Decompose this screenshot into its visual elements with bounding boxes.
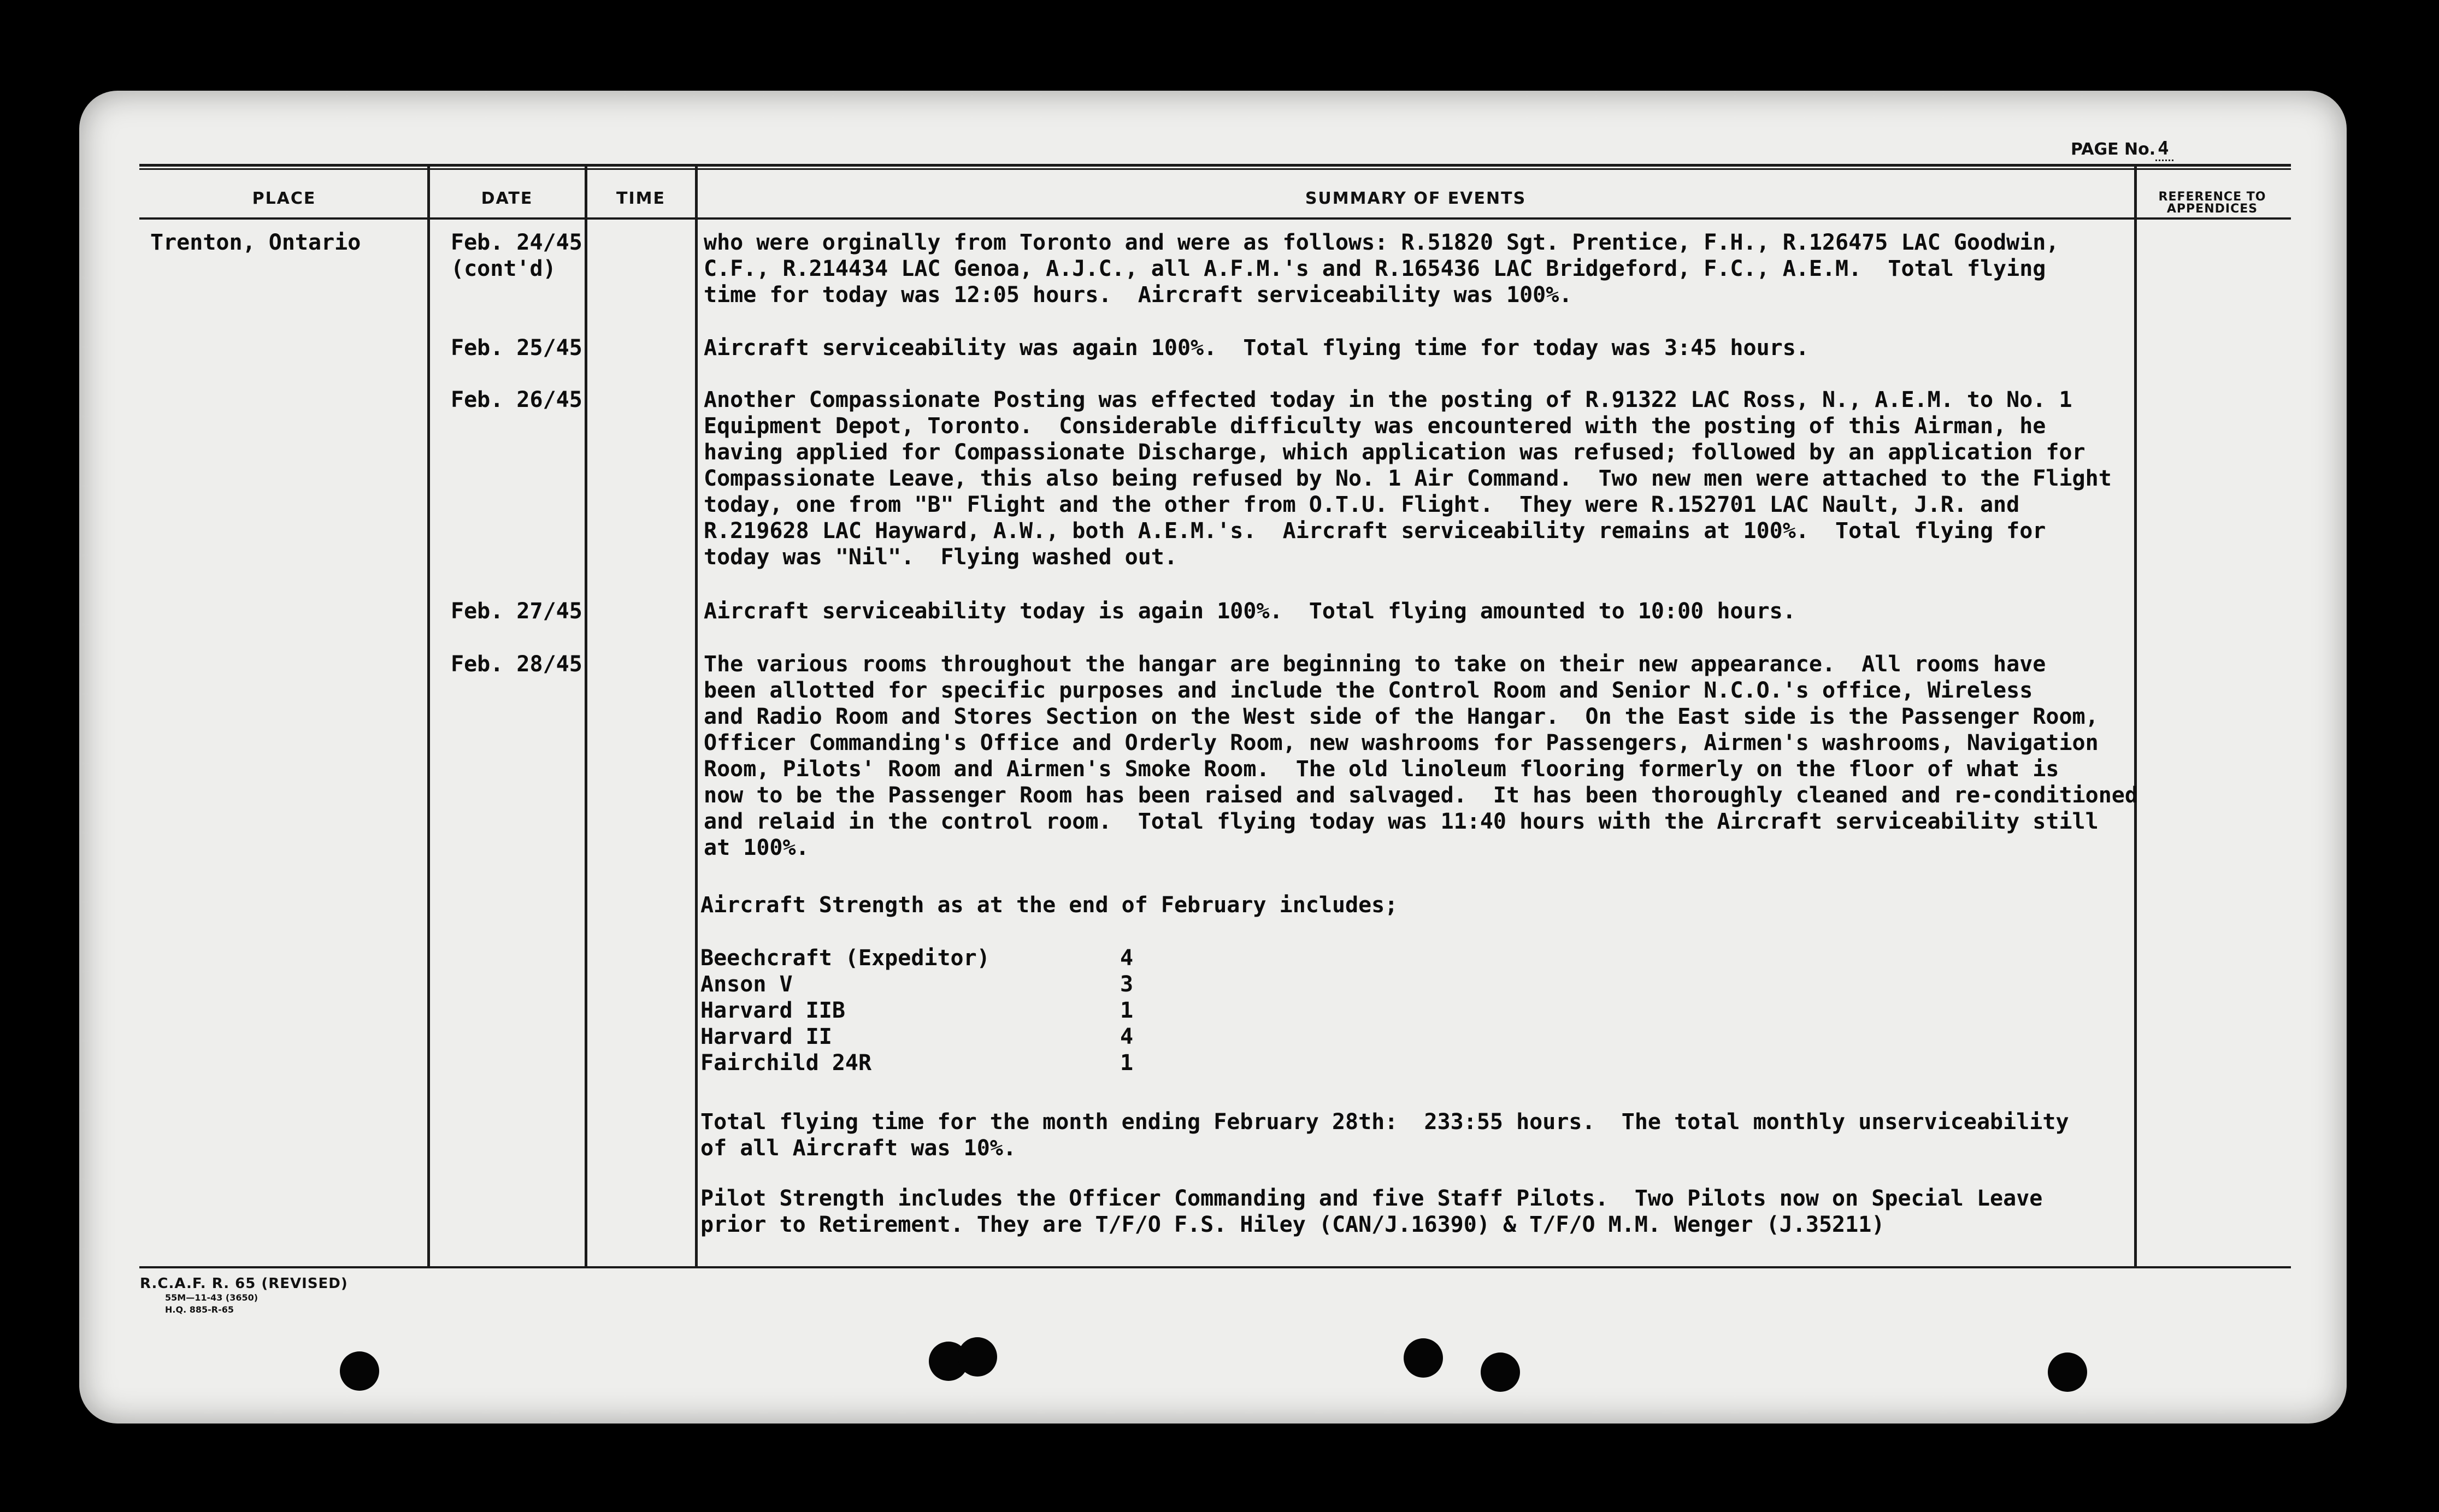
aircraft-count: 4 <box>1120 1024 1134 1049</box>
aircraft-type: Beechcraft (Expeditor) <box>700 946 990 971</box>
date-entry: Feb. 27/45 <box>451 599 582 624</box>
table-top-rule <box>139 164 2291 167</box>
date-entry: Feb. 25/45 <box>451 335 582 361</box>
form-print-code: 55M—11-43 (3650) <box>165 1292 258 1303</box>
aircraft-strength-heading: Aircraft Strength as at the end of February includes; <box>700 893 1398 918</box>
strength-row <box>0 997 2439 1024</box>
aircraft-count: 1 <box>1120 998 1134 1023</box>
monthly-summary: Total flying time for the month ending February 28th: 233:55 hours. The total monthly unserviceability of all Aircraft was 10%. <box>700 1109 2069 1161</box>
strength-row <box>0 1024 2439 1050</box>
column-header-place: PLACE <box>252 189 316 208</box>
table-bottom-rule <box>139 1266 2291 1268</box>
date-entry: Feb. 26/45 <box>451 387 582 412</box>
column-header-date: DATE <box>481 189 533 208</box>
summary-entry: Aircraft serviceability was again 100%. Total flying time for today was 3:45 hours. <box>704 335 1809 361</box>
aircraft-type: Harvard II <box>700 1024 832 1049</box>
aircraft-type: Fairchild 24R <box>700 1050 872 1076</box>
form-footer <box>140 1275 348 1316</box>
strength-row <box>0 971 2439 997</box>
strength-row <box>0 1050 2439 1076</box>
aircraft-count: 1 <box>1120 1050 1134 1076</box>
page-number-value: 4 <box>2155 138 2173 161</box>
column-header-time: TIME <box>616 189 665 208</box>
form-hq-code: H.Q. 885-R-65 <box>165 1304 234 1315</box>
pilot-strength: Pilot Strength includes the Officer Commanding and five Staff Pilots. Two Pilots now on Special Leave prior to Retirement. They are T/F/O F.S. Hiley (CAN/J.16390) & T/F/O M.M. Wenger (J.35211) <box>700 1186 2043 1237</box>
column-header-summary: SUMMARY OF EVENTS <box>1305 189 1527 208</box>
aircraft-count: 4 <box>1120 946 1134 971</box>
place-entry: Trenton, Ontario <box>150 230 361 255</box>
summary-entry: Aircraft serviceability today is again 100%. Total flying amounted to 10:00 hours. <box>704 599 1796 624</box>
summary-entry: The various rooms throughout the hangar are beginning to take on their new appearance. All rooms have been allotted for specific purposes and include the Control Room and Senior N.C.O.'s office, Wireless and Radio Room and Stores Section on the West side of the Hangar. On the East side is the Passenger Room, Officer Commanding's Office and Orderly Room, new washrooms for Passengers, Airmen's washrooms, Navigation Room, Pilots' Room and Airmen's Smoke Room. The old linoleum flooring formerly on the floor of what is now to be the Passenger Room has been raised and salvaged. It has been thoroughly cleaned and re-conditioned and relaid in the control room. Total flying today was 11:40 hours with the Aircraft serviceability still at 100%. <box>704 652 2138 860</box>
col-divider-date-time <box>585 167 587 1267</box>
header-bottom-rule <box>139 217 2291 220</box>
table-top-rule-inner <box>139 168 2291 170</box>
punch-hole <box>340 1351 379 1391</box>
summary-entry: Another Compassionate Posting was effected today in the posting of R.91322 LAC Ross, N., A.E.M. to No. 1 Equipment Depot, Toronto. Considerable difficulty was encountered with the posting of this Airman, he having applied for Compassionate Discharge, which application was refused; followed by an application for Compassionate Leave, this also being refused by No. 1 Air Command. Two new men were attached to the Flight today, one from "B" Flight and the other from O.T.U. Flight. They were R.152701 LAC Nault, J.R. and R.219628 LAC Hayward, A.W., both A.E.M.'s. Aircraft serviceability remains at 100%. Total flying for today was "Nil". Flying washed out. <box>704 387 2112 570</box>
punch-hole <box>958 1337 997 1377</box>
punch-hole <box>2048 1352 2087 1392</box>
aircraft-type: Anson V <box>700 972 793 997</box>
date-entry: Feb. 24/45 (cont'd) <box>451 230 582 281</box>
col-divider-place-date <box>427 167 430 1267</box>
page-number: PAGE No. 4 <box>2071 138 2173 160</box>
punch-hole <box>1404 1338 1443 1378</box>
column-header-reference: REFERENCE TO APPENDICES <box>2158 190 2266 216</box>
aircraft-count: 3 <box>1120 972 1134 997</box>
summary-entry: who were orginally from Toronto and were as follows: R.51820 Sgt. Prentice, F.H., R.126475 LAC Goodwin, C.F., R.214434 LAC Genoa, A.J.C., all A.F.M.'s and R.165436 LAC Bridgeford, F.C., A.E.M. Total flying time for today was 12:05 hours. Aircraft serviceability was 100%. <box>704 230 2059 308</box>
date-entry: Feb. 28/45 <box>451 652 582 677</box>
aircraft-type: Harvard IIB <box>700 998 845 1023</box>
strength-row <box>0 945 2439 971</box>
col-divider-time-summary <box>695 167 698 1267</box>
form-number: R.C.A.F. R. 65 (REVISED) <box>140 1275 348 1292</box>
punch-hole <box>1481 1352 1520 1392</box>
